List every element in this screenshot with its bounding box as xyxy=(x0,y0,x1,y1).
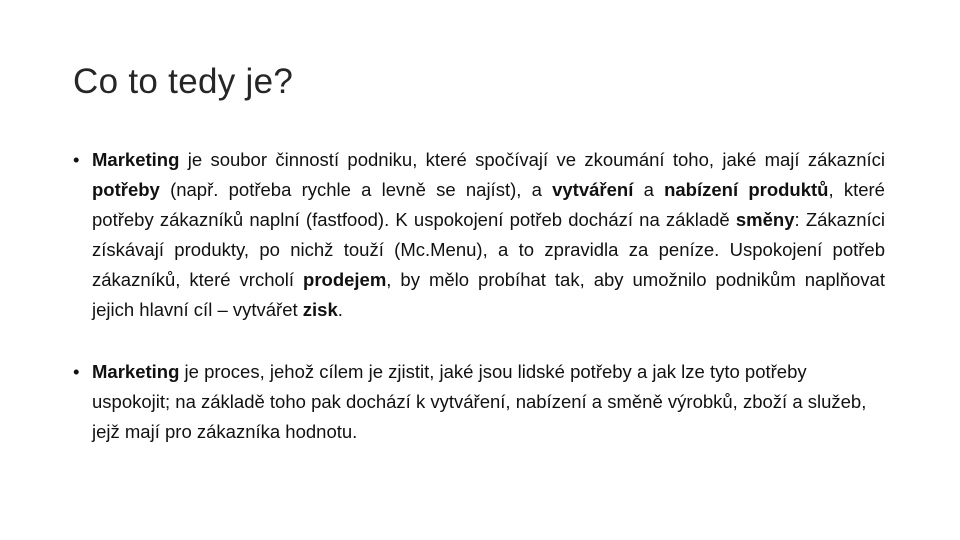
text-segment: , by mělo probíhat tak, aby umožnilo podnikům naplňovat jejich hlavní cíl – vytvářet xyxy=(92,269,885,320)
term-prodejem: prodejem xyxy=(303,269,387,290)
text-segment: , které potřeby zákazníků naplní (fastfood). K uspokojení potřeb dochází na základě xyxy=(92,179,885,230)
term-potreby: potřeby xyxy=(92,179,160,200)
term-vytvareni: vytváření xyxy=(552,179,634,200)
term-marketing: Marketing xyxy=(92,361,180,382)
bullet-text xyxy=(92,149,885,320)
bullet-item-marketing-process xyxy=(73,357,885,447)
text-segment: a xyxy=(633,179,665,200)
text-segment: je proces, jehož cílem je zjistit, jaké jsou lidské potřeby a jak lze tyto potřeby uspokojit; na základě toho pak dochází k vytváření, nabízení a směně výrobků, zboží a služeb, jejž mají pro zákazníka hodnotu. xyxy=(92,361,867,442)
term-nabizeni-produktu: nabízení produktů xyxy=(664,179,829,200)
bullet-text xyxy=(92,361,866,442)
term-smeny: směny xyxy=(735,209,795,230)
slide-title: Co to tedy je? xyxy=(73,62,294,101)
term-marketing: Marketing xyxy=(92,149,180,170)
text-segment: je soubor činností podniku, které spočívají ve zkoumání toho, jaké mají zákazníci xyxy=(179,149,885,170)
text-segment: . xyxy=(337,299,343,320)
text-segment: : Zákazníci získávají produkty, po nichž touží (Mc.Menu), a to zpravidla za peníze. Uspokojení potřeb zákazníků, které vrcholí xyxy=(92,209,885,290)
bullet-list xyxy=(73,145,885,447)
bullet-item-marketing-definition xyxy=(73,145,885,325)
bullet-marker: • xyxy=(73,149,80,170)
term-zisk: zisk xyxy=(302,299,338,320)
bullet-marker: • xyxy=(73,361,80,382)
text-segment: (např. potřeba rychle a levně se najíst), a xyxy=(159,179,553,200)
